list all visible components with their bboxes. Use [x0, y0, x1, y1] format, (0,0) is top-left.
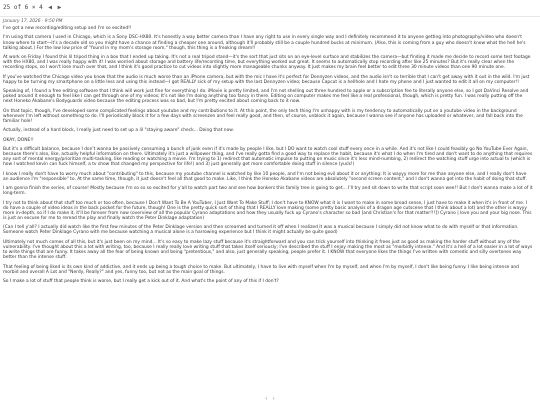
paragraph: Actually, instead of a hard block, I really just need to set up a lil "staying aware" check... Doing that now.	[3, 128, 234, 134]
paragraph: That feeling of being liked is its own kind of addictive, and it ends up being a tough choice to make. But ultimately, I have to live with myself when I'm by myself, and when I'm by myself, I don't like being funny. I like being intense and morbid and overall A Lot and "Nerdy, Really?" and yes, funny too, but not as the main goal of things.	[3, 264, 519, 275]
paragraph: I try not to think about that stuff too much or too often, because I Don't Want To Be A YouTuber, I Just Want To Make Stuff; I don't have to KNOW what it is I want to make in some broad sense, I just have to make it when it's in front of me. I do have a couple of video ideas in the back pocket for the future, though! One is the pretty quick sort of thing that I REALLY love making (some pretty basic analysis of a dragon age cutscene that I think about a lot) and the other is wayyy more in-depth, so if I do make it, it'll be forever from now (overview of all the popular Cyrano adaptations and how they usually fuck up Cyrano's character so bad [and Christian's for that matter!!!]) Cyrano | love you and your big nose. This is just an excuse for me to reread the play and finally watch the Peter Dinklage adaptation)	[3, 200, 532, 221]
paragraph: If you've watched the Chicago video you know that the audio is much worse than an iPhone camera, but with the mic I have it's perfect for Dennyzen videos, and the audio isn't so terrible that I can't get away with it out in the wild. I'm just happy to be turning my smartphone on a little less and using this instead—I got REALLY sick of my setup with the last Dennyzen video; because Capcut is a hellhole and I hate my phone and I just wanted to edit it all on my computer!!	[3, 74, 530, 85]
bottom-nav	[0, 396, 540, 405]
paragraph: At work on Friday I found this lil tripod thing in a box that I ended up taking. It's not a real tripod stand—it's the sort that just sits on an eye-level surface and stabilizes the camera—but finding it made me decide to record some test footage with the HX80, and I was really happy with it! I was worried about storage and battery life/recording time, but everything worked out great. It seems to automatically stop recording after like 25 minutes? But it's really clear when the recording stops, so I won't lose much over that, and I think it's good practice to cut videos into slightly more manageable chunks anyway. It just makes my brain feel better to edit three 30 minute videos than one 90 minute one.	[3, 55, 531, 71]
page-indicator	[3, 4, 61, 11]
paragraph: So I make a lot of stuff that people think is worse, but I really get a kick out of it. And what's the point of any of this if I don't?	[3, 279, 279, 285]
paragraph: I am gonna finish the series, of course! Mostly because I'm so so so excited for y'all to watch part two and see how bonkers this family tree is going to get... I'll try and sit down to write that script soon wee!! But I don't wanna make a lot of it long-term.	[3, 186, 533, 197]
page-count: 25 of 6 × 4	[3, 4, 43, 11]
paragraph: I've got a new recording/editing setup and I'm so excited!!	[3, 26, 132, 32]
journal-entry	[3, 19, 533, 288]
next-chevron-icon[interactable]: ›	[272, 396, 275, 402]
top-bar	[0, 0, 540, 17]
paragraph: Speaking of, I found a free editing software that I think will work just fine for everything I do. iMovie is pretty limited, and I'm not shelling out three hundred to apple or a subscription fee to literally anyone else, so I got DaVinci Resolve and poked around it enough to feel like I can get through one of my videos; It's not like I'm doing anything too fancy in there. Editing on computer makes me feel like a real professional, though, which is pretty fun. I was really putting off the next Honeko Akabane's Bodyguards video because the editing process was so bad, but I'm pretty excited about coming back to it now.	[3, 89, 529, 105]
paragraph: On that topic, though, I've developed some complicated feelings about youtube and my contributions to it. At this point, the only tech thing I'm unhappy with is my tendency to automatically put on a youtube video in the background whenever I'm left without something to do. I'll periodically block it for a few days with screenzen and feel really good, and then, of course, unblock it again, because I wanna see if anyone has uploaded or whatever, and fall back into the familiar hole!	[3, 108, 523, 124]
entry-date: January 17, 2026 · 9:50 PM	[3, 19, 63, 24]
paragraph: Ultimately not much comes of all this, but it's just been on my mind... It's so easy to make lazy stuff because it's straightforward and you can trick yourself into thinking it frees just as good as making the harder stuff without any of the vulnerability. I've thought about this a lot with writing, too, because I really really love writing stuff that takes itself seriously; I've described the stuff I enjoy making the most as "morbidly intense." And it's a hell of a lot easier in a lot of ways to write things that are funny. It takes away all the fear of being known and being "pretentious," and also, just generally speaking, people prefer it. I KNOW that everyone likes the things I've written with comedic and silly overtones way better than the intense stuff.	[3, 239, 533, 261]
paragraph: OKAY, DONE!!	[3, 137, 34, 143]
prev-chevron-icon[interactable]: ‹	[265, 396, 268, 402]
paragraph: I'm using that camera I used in Chicago, which is a Sony DSC-HX80. It's honestly a way better camera than I have any right to use in every single way and I definitely recommend it to anyone getting into photography/video who doesn't know where to start—it's a decade old so you might have a chance at finding a cheaper one around, although it'll probably still be a couple hundred bucks at minimum. (Also, this is coming from a guy who doesn't know what the hell he's talking about.) For the low low price of "found in my mom's storage room," though, this thing is a freaking dream!!	[3, 35, 526, 51]
paragraph: But it's a difficult balance, because I don't wanna be passively consuming a bunch of junk even if it's made by people I like, but I DO want to watch cool stuff every once in a while. And it's not like I could feasibly go No YouTube Ever Again, because there's also, like, actually helpful information on there. Ultimately it's just a willpower thing, and I've really gotta find a good way to replace the habit, because it's what I do when I'm tired and don't want to do anything that requires any sort of mental energy/prioritize multi-tasking, like reading or watching a movie. I'm trying to 1) redirect that automatic impulse to putting on music since it's less mind-numbing, 2) redirect the watching stuff urge into actual tv (which is how I watched kevin can fuck himself, a tv show that changed my perspective for life!) and 3) just generally get more comfortable doing stuff in silence (yuck!)	[3, 147, 533, 168]
paragraph: (Can I tell y'all? I actually did watch like the first few minutes of the Peter Dinklage version and then screamed and turned it off when I realized it was a musical because I simply did not know what to do with myself or that information. Someone watch Peter Dinklage Cyrano with me because watching a musical alone is a harrowing experience but I think it might actually be quite good)	[3, 225, 519, 236]
next-page-icon[interactable]: ▶	[57, 4, 62, 11]
prev-page-icon[interactable]: ◀	[48, 4, 52, 11]
paragraph: I know I really don't have to worry much about "contributing" to this, because my youtube channel is watched by like 10 people, and I'm not being evil about it or anything: It is wayyy more for me than anyone else, and I really don't have an audience I'm "responsible" to. At the same time, though, it just doesn't feel all that good to make. Like, I think the Honeko Akabane videos are absolutely "second screen content," and I don't wanna get into the habit of doing that stuff.	[3, 171, 527, 182]
